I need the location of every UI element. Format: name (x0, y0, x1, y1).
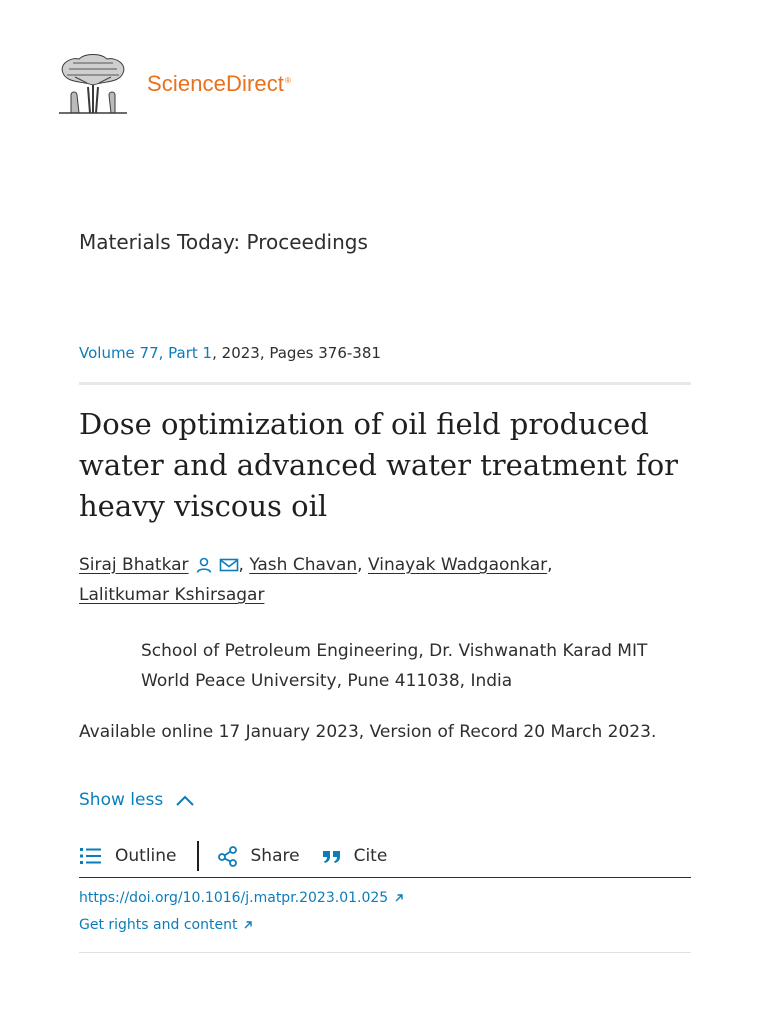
availability-dates: Available online 17 January 2023, Version of Record 20 March 2023. (79, 722, 657, 742)
share-icon (217, 845, 239, 867)
external-link-icon (243, 920, 253, 930)
cite-label: Cite (353, 846, 388, 866)
article-title: Dose optimization of oil field produced water and advanced water treatment for heavy viscous oil (79, 407, 679, 523)
quote-icon (322, 847, 342, 865)
brand-mark: ® (285, 75, 292, 85)
doi-text: https://doi.org/10.1016/j.matpr.2023.01.025 (79, 890, 389, 906)
volume-info (79, 344, 381, 362)
bottom-divider (79, 952, 691, 953)
article-toolbar (79, 834, 691, 878)
cite-button[interactable] (322, 846, 388, 866)
share-label: Share (250, 846, 300, 866)
share-button[interactable] (217, 845, 300, 867)
chevron-up-icon (175, 794, 195, 806)
author-link[interactable]: Yash Chavan (249, 555, 358, 575)
external-link-icon (394, 893, 404, 903)
rights-text: Get rights and content (79, 917, 238, 933)
rights-link[interactable] (79, 917, 253, 933)
author-separator: , (357, 555, 363, 575)
journal-title[interactable]: Materials Today: Proceedings (79, 230, 368, 254)
brand-name: ScienceDirect (147, 71, 285, 96)
site-header (57, 52, 291, 116)
outline-button[interactable] (79, 846, 177, 866)
show-less-toggle[interactable] (79, 790, 195, 810)
outline-label: Outline (115, 846, 177, 866)
toolbar-divider-line (79, 877, 691, 878)
author-list (79, 550, 691, 610)
author-separator: , (238, 555, 244, 575)
author-link[interactable]: Siraj Bhatkar (79, 555, 189, 575)
affiliation: School of Petroleum Engineering, Dr. Vishwanath Karad MIT World Peace University, Pune 411038, India (141, 641, 648, 691)
mail-icon[interactable] (219, 557, 239, 573)
volume-details: , 2023, Pages 376-381 (212, 344, 381, 362)
volume-link[interactable]: Volume 77, Part 1 (79, 344, 213, 362)
elsevier-tree-logo[interactable] (57, 53, 129, 115)
list-icon (79, 846, 103, 866)
author-separator: , (547, 555, 553, 575)
toolbar-divider (197, 841, 199, 871)
sciencedirect-brand[interactable] (147, 71, 291, 97)
author-link[interactable]: Vinayak Wadgaonkar (367, 555, 548, 575)
doi-link[interactable] (79, 890, 404, 906)
show-less-label: Show less (79, 790, 164, 810)
author-link[interactable]: Lalitkumar Kshirsagar (79, 585, 265, 605)
header-divider (79, 382, 691, 385)
person-icon[interactable] (195, 556, 213, 574)
